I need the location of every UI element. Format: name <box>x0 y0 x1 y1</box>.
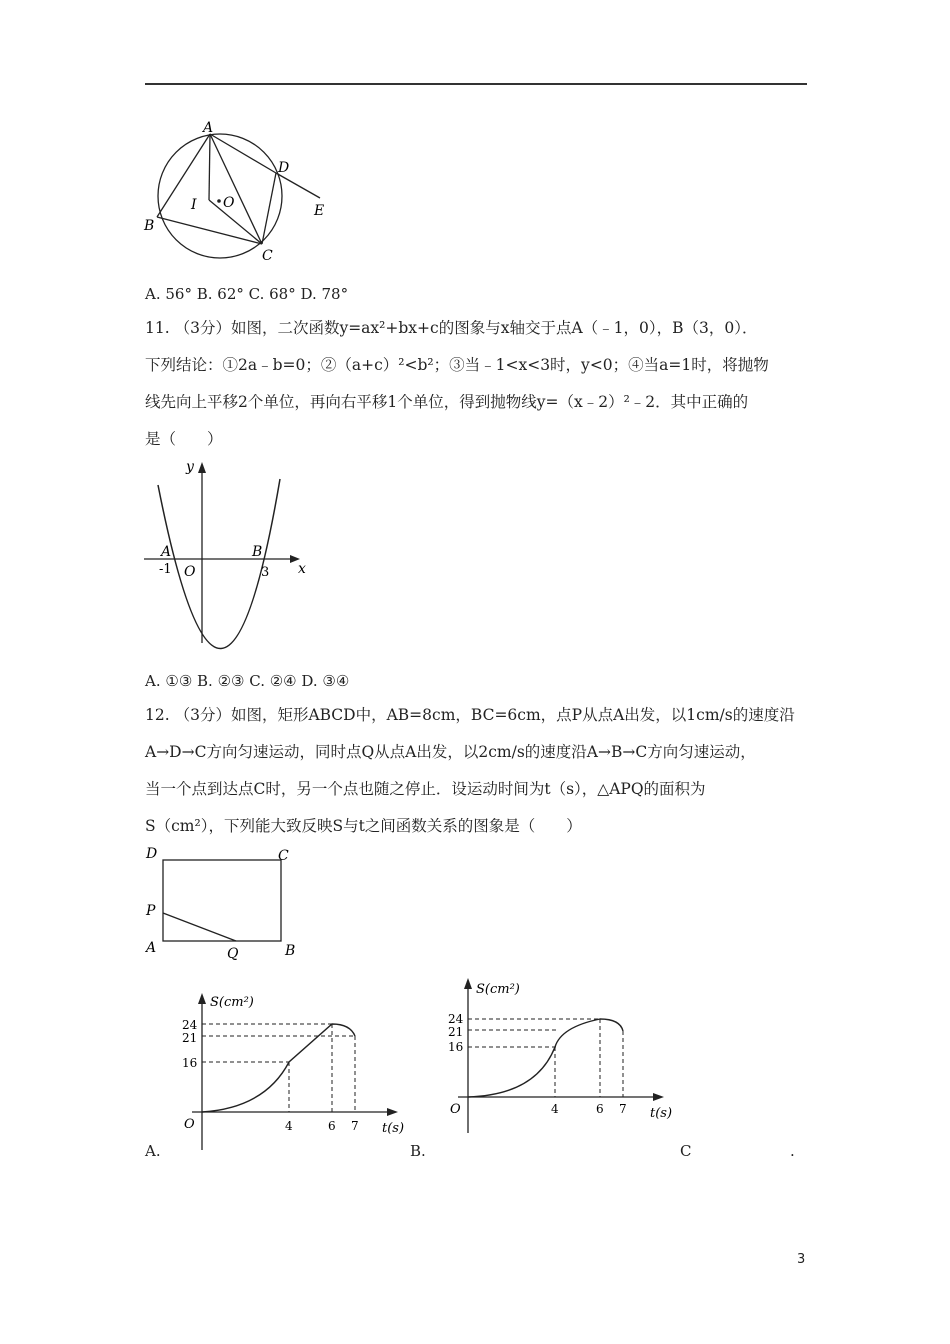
rect-label-A: A <box>146 940 157 956</box>
tick-neg1: -1 <box>159 562 172 577</box>
rect-label-Q: Q <box>227 946 239 962</box>
graph-b-x7: 7 <box>619 1102 627 1116</box>
q12-graph-a <box>170 990 410 1155</box>
graph-b-origin: O <box>450 1102 461 1117</box>
tick-3: 3 <box>261 565 270 580</box>
q12-line-4: S（cm²），下列能大致反映S与t之间函数关系的图象是（ ） <box>145 817 582 835</box>
label-O: O <box>223 195 235 211</box>
q12-option-c-label: C <box>680 1142 692 1160</box>
graph-b-y16: 16 <box>448 1040 464 1054</box>
q12-line-3: 当一个点到达点C时，另一个点也随之停止．设运动时间为t（s），△APQ的面积为 <box>145 780 706 798</box>
label-I: I <box>191 197 197 213</box>
graph-a-xlabel: t(s) <box>382 1121 405 1136</box>
graph-a-x4: 4 <box>285 1119 293 1133</box>
point-A-label: A <box>161 544 172 560</box>
rect-label-C: C <box>278 848 289 864</box>
q12-option-a-label: A. <box>145 1142 161 1160</box>
origin-label: O <box>184 564 196 580</box>
graph-a-y24: 24 <box>182 1018 198 1032</box>
q11-options: A. ①③ B. ②③ C. ②④ D. ③④ <box>145 672 350 690</box>
q12-line-2: A→D→C方向匀速运动，同时点Q从点A出发，以2cm/s的速度沿A→B→C方向匀速运动， <box>145 743 756 761</box>
rect-label-P: P <box>146 903 156 919</box>
x-axis-label: x <box>298 561 306 577</box>
q12-option-d-label: . <box>790 1142 795 1160</box>
y-axis-label: y <box>186 459 194 475</box>
q10-options: A. 56° B. 62° C. 68° D. 78° <box>145 285 349 303</box>
graph-b-y21: 21 <box>448 1025 464 1039</box>
q11-parabola-figure <box>140 455 320 650</box>
q11-line-4: 是（ ） <box>145 430 223 448</box>
q12-rectangle-figure <box>140 840 310 965</box>
q12-line-1: 12. （3分）如图，矩形ABCD中，AB=8cm，BC=6cm，点P从点A出发，以1cm/s的速度沿 <box>145 706 795 724</box>
page-number: 3 <box>797 1252 806 1267</box>
header-rule <box>145 83 807 85</box>
graph-a-y21: 21 <box>182 1031 198 1045</box>
graph-b-y24: 24 <box>448 1012 464 1026</box>
graph-a-x7: 7 <box>351 1119 359 1133</box>
label-A: A <box>203 120 214 136</box>
q10-circle-figure <box>140 120 340 270</box>
graph-b-x4: 4 <box>551 1102 559 1116</box>
label-D: D <box>278 160 290 176</box>
q12-option-b-label: B. <box>410 1142 426 1160</box>
graph-b-x6: 6 <box>596 1102 604 1116</box>
graph-a-x6: 6 <box>328 1119 336 1133</box>
q11-line-2: 下列结论：①2a﹣b=0；②（a+c）²<b²；③当﹣1<x<3时，y<0；④当a=1时，将抛物 <box>145 356 769 374</box>
label-E: E <box>314 203 325 219</box>
q12-graph-b <box>436 975 676 1140</box>
point-B-label: B <box>252 544 263 560</box>
q11-line-3: 线先向上平移2个单位，再向右平移1个单位，得到抛物线y=（x﹣2）²﹣2．其中正确的 <box>145 393 749 411</box>
rect-label-B: B <box>285 943 296 959</box>
graph-a-y16: 16 <box>182 1056 198 1070</box>
graph-a-ylabel: S(cm²) <box>210 995 254 1010</box>
label-B: B <box>144 218 155 234</box>
graph-b-ylabel: S(cm²) <box>476 982 520 997</box>
label-C: C <box>262 248 273 264</box>
graph-b-xlabel: t(s) <box>650 1106 673 1121</box>
rect-label-D: D <box>146 846 158 862</box>
q11-line-1: 11. （3分）如图，二次函数y=ax²+bx+c的图象与x轴交于点A（﹣1，0），B（3，0）． <box>145 319 758 337</box>
graph-a-origin: O <box>184 1117 195 1132</box>
